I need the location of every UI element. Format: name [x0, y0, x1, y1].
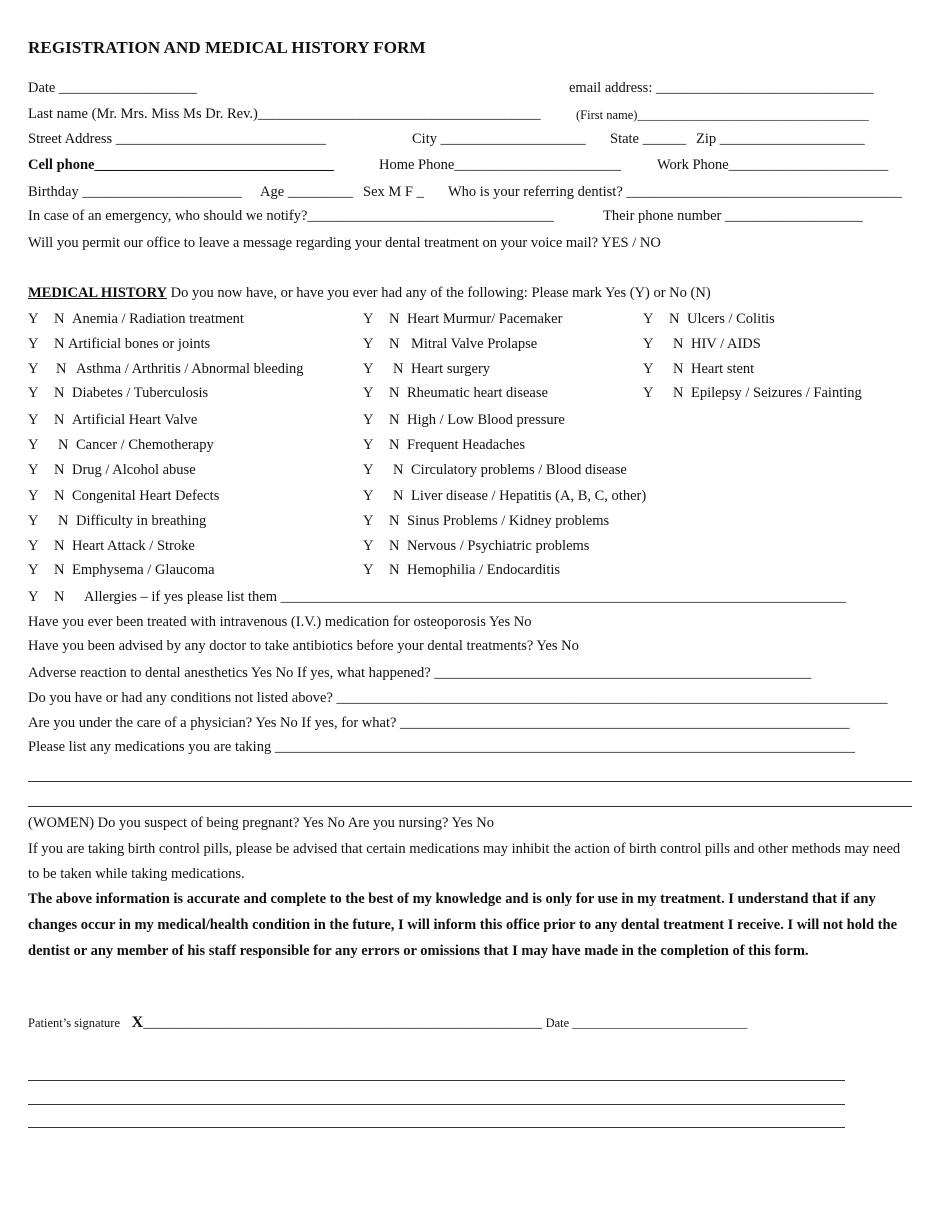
medical-history-header	[28, 284, 711, 302]
no-option[interactable]: N	[58, 437, 69, 453]
yes-option[interactable]: Y	[28, 412, 39, 428]
no-option[interactable]: N	[54, 385, 65, 401]
condition-label: Epilepsy / Seizures / Fainting	[691, 385, 862, 401]
condition-label: Cancer / Chemotherapy	[76, 437, 214, 453]
signature-mark: X	[131, 1014, 144, 1031]
anesthetics-question[interactable]: Adverse reaction to dental anesthetics Yes No If yes, what happened? ____________________________________________________	[28, 665, 812, 681]
voicemail-permission-question[interactable]: Will you permit our office to leave a message regarding your dental treatment on your voice mail? YES / NO	[28, 235, 661, 251]
sex-field[interactable]: Sex M F _	[363, 184, 424, 200]
no-option[interactable]: N	[389, 513, 400, 529]
no-option[interactable]: N	[54, 562, 65, 578]
condition-label: Difficulty in breathing	[76, 513, 207, 529]
no-option[interactable]: N	[393, 488, 404, 504]
condition-label: Anemia / Radiation treatment	[72, 311, 244, 327]
zip-field[interactable]: Zip ____________________	[696, 131, 865, 147]
home-phone-field[interactable]: Home Phone_______________________	[379, 157, 622, 173]
condition-label: Circulatory problems / Blood disease	[411, 462, 627, 478]
no-option[interactable]: N	[54, 462, 65, 478]
condition-label: Congenital Heart Defects	[72, 488, 220, 504]
antibiotics-question[interactable]: Have you been advised by any doctor to take antibiotics before your dental treatments? Yes No	[28, 638, 579, 654]
condition-label: Ulcers / Colitis	[687, 311, 775, 327]
condition-item[interactable]	[363, 411, 565, 429]
condition-item[interactable]	[28, 537, 195, 555]
yes-option[interactable]: Y	[363, 361, 374, 377]
yes-option[interactable]: Y	[28, 538, 39, 554]
yes-option[interactable]: Y	[643, 311, 654, 327]
condition-item[interactable]	[28, 487, 219, 505]
condition-item[interactable]	[363, 310, 562, 328]
signature-date[interactable]: Date ____________________________	[545, 1016, 748, 1030]
yes-option[interactable]: Y	[363, 311, 374, 327]
allergies-item[interactable]	[28, 588, 846, 606]
medications-line[interactable]	[28, 806, 912, 807]
condition-label: Emphysema / Glaucoma	[72, 562, 215, 578]
condition-item[interactable]	[28, 411, 197, 429]
condition-label: Artificial Heart Valve	[72, 412, 198, 428]
no-option[interactable]: N	[389, 412, 400, 428]
condition-item[interactable]	[363, 360, 490, 378]
yes-option[interactable]: Y	[28, 462, 39, 478]
condition-item[interactable]	[363, 561, 560, 579]
no-option[interactable]: N	[673, 361, 684, 377]
attestation-statement: The above information is accurate and complete to the best of my knowledge and is only for use in my treatment. I understand that if any changes occur in my medical/health condition in the future, I will inform this office prior to any dental treatment I receive. I will not hold the dentist or any member of his staff responsible for any errors or omissions that I may have made in the completion of this form.	[28, 891, 898, 959]
physician-question[interactable]: Are you under the care of a physician? Yes No If yes, for what? ______________________________________________________________	[28, 715, 850, 731]
condition-label: Asthma / Arthritis / Abnormal bleeding	[76, 361, 304, 377]
yes-option[interactable]: Y	[363, 462, 374, 478]
city-field[interactable]: City ____________________	[412, 131, 586, 147]
no-option[interactable]: N	[54, 336, 65, 352]
no-option[interactable]: N	[389, 538, 400, 554]
no-option[interactable]: N	[54, 538, 65, 554]
no-option[interactable]: N	[389, 311, 400, 327]
condition-label: High / Low Blood pressure	[407, 412, 565, 428]
condition-item[interactable]	[643, 360, 754, 378]
no-option[interactable]: N	[389, 562, 400, 578]
condition-item[interactable]	[363, 461, 627, 479]
yes-option[interactable]: Y	[643, 361, 654, 377]
no-option[interactable]: N	[389, 437, 400, 453]
condition-label: Heart stent	[691, 361, 755, 377]
blank-line	[28, 1080, 845, 1081]
no-option[interactable]: N	[58, 513, 69, 529]
signature-label: Patient’s signature	[28, 1016, 120, 1030]
no-option[interactable]: N	[389, 385, 400, 401]
yes-option[interactable]: Y	[363, 562, 374, 578]
work-phone-field[interactable]: Work Phone______________________	[657, 157, 889, 173]
condition-label: Heart Murmur/ Pacemaker	[407, 311, 563, 327]
medications-question[interactable]: Please list any medications you are taking ________________________________________________________________________________	[28, 739, 855, 755]
yes-option[interactable]: Y	[28, 589, 39, 605]
condition-label: Frequent Headaches	[407, 437, 525, 453]
no-option[interactable]: N	[673, 385, 684, 401]
condition-item[interactable]	[363, 512, 609, 530]
signature-line[interactable]: _______________________________________________________	[143, 1015, 542, 1031]
condition-label: Heart surgery	[411, 361, 491, 377]
no-option[interactable]: N	[54, 488, 65, 504]
condition-label: Liver disease / Hepatitis (A, B, C, other)	[411, 488, 647, 504]
allergies-label[interactable]: Allergies – if yes please list them ______________________________________________________________________________	[84, 589, 847, 605]
condition-item[interactable]	[363, 487, 646, 505]
birth-control-notice: If you are taking birth control pills, please be advised that certain medications may inhibit the action of birth control pills and other methods may need to be taken while taking medications.	[28, 841, 901, 882]
last-name-field[interactable]: Last name (Mr. Mrs. Miss Ms Dr. Rev.)_______________________________________	[28, 106, 541, 122]
yes-option[interactable]: Y	[363, 513, 374, 529]
condition-label: Drug / Alcohol abuse	[72, 462, 196, 478]
iv-medication-question[interactable]: Have you ever been treated with intravenous (I.V.) medication for osteoporosis Yes No	[28, 614, 532, 630]
yes-option[interactable]: Y	[363, 437, 374, 453]
yes-option[interactable]: Y	[363, 385, 374, 401]
condition-item[interactable]	[643, 310, 775, 328]
condition-item[interactable]	[28, 335, 210, 353]
cell-phone-field[interactable]: Cell phone_________________________________	[28, 157, 334, 173]
yes-option[interactable]: Y	[643, 336, 654, 352]
yes-option[interactable]: Y	[28, 311, 39, 327]
women-question[interactable]: (WOMEN) Do you suspect of being pregnant? Yes No Are you nursing? Yes No	[28, 815, 494, 831]
condition-label: Mitral Valve Prolapse	[411, 336, 538, 352]
condition-label: Nervous / Psychiatric problems	[407, 538, 590, 554]
referring-dentist-field[interactable]: Who is your referring dentist? ______________________________________	[448, 184, 902, 200]
no-option[interactable]: N	[673, 336, 684, 352]
signature-row[interactable]	[28, 1014, 747, 1032]
condition-item[interactable]	[363, 384, 548, 402]
first-name-field[interactable]: (First name)_____________________________________	[576, 108, 869, 122]
no-option[interactable]: N	[56, 361, 67, 377]
medical-history-instructions: Do you now have, or have you ever had any of the following: Please mark Yes (Y) or No (N)	[167, 285, 711, 301]
blank-line	[28, 1104, 845, 1105]
condition-label: Hemophilia / Endocarditis	[407, 562, 561, 578]
age-field[interactable]: Age _________	[260, 184, 354, 200]
yes-option[interactable]: Y	[363, 538, 374, 554]
medical-history-heading: MEDICAL HISTORY	[28, 285, 168, 301]
condition-item[interactable]	[28, 384, 208, 402]
other-conditions-question[interactable]: Do you have or had any conditions not listed above? ____________________________________________________________________________	[28, 690, 888, 706]
no-option[interactable]: N	[389, 336, 400, 352]
condition-item[interactable]	[363, 537, 589, 555]
emergency-contact-field[interactable]: In case of an emergency, who should we notify?__________________________________	[28, 208, 554, 224]
condition-label: HIV / AIDS	[691, 336, 761, 352]
yes-option[interactable]: Y	[28, 513, 39, 529]
yes-option[interactable]: Y	[28, 361, 39, 377]
condition-item[interactable]	[643, 335, 761, 353]
condition-item[interactable]	[643, 384, 862, 402]
condition-label: Heart Attack / Stroke	[72, 538, 195, 554]
street-address-field[interactable]: Street Address _____________________________	[28, 131, 327, 147]
no-option[interactable]: N	[393, 361, 404, 377]
condition-item[interactable]	[363, 335, 537, 353]
condition-item[interactable]	[28, 310, 244, 328]
condition-label: Rheumatic heart disease	[407, 385, 548, 401]
yes-option[interactable]: Y	[363, 336, 374, 352]
condition-item[interactable]	[28, 360, 304, 378]
yes-option[interactable]: Y	[363, 412, 374, 428]
condition-label: Sinus Problems / Kidney problems	[407, 513, 610, 529]
medications-line[interactable]	[28, 781, 912, 782]
condition-item[interactable]	[28, 461, 196, 479]
condition-item[interactable]	[363, 436, 525, 454]
yes-option[interactable]: Y	[28, 336, 39, 352]
no-option[interactable]: N	[54, 311, 65, 327]
blank-line	[28, 1127, 845, 1128]
condition-label: Diabetes / Tuberculosis	[72, 385, 209, 401]
state-field[interactable]: State ______	[610, 131, 687, 147]
condition-item[interactable]	[28, 512, 206, 530]
yes-option[interactable]: Y	[643, 385, 654, 401]
date-field[interactable]: Date ___________________	[28, 80, 197, 96]
yes-option[interactable]: Y	[363, 488, 374, 504]
no-option[interactable]: N	[54, 589, 65, 605]
condition-label: Artificial bones or joints	[68, 336, 211, 352]
no-option[interactable]: N	[54, 412, 65, 428]
email-field[interactable]: email address: ______________________________	[569, 80, 874, 96]
yes-option[interactable]: Y	[28, 488, 39, 504]
emergency-phone-field[interactable]: Their phone number ___________________	[603, 208, 863, 224]
no-option[interactable]: N	[393, 462, 404, 478]
condition-item[interactable]	[28, 561, 215, 579]
yes-option[interactable]: Y	[28, 437, 39, 453]
page-title: REGISTRATION AND MEDICAL HISTORY FORM	[28, 38, 426, 57]
birthday-field[interactable]: Birthday ______________________	[28, 184, 242, 200]
condition-item[interactable]	[28, 436, 214, 454]
yes-option[interactable]: Y	[28, 562, 39, 578]
no-option[interactable]: N	[669, 311, 680, 327]
yes-option[interactable]: Y	[28, 385, 39, 401]
